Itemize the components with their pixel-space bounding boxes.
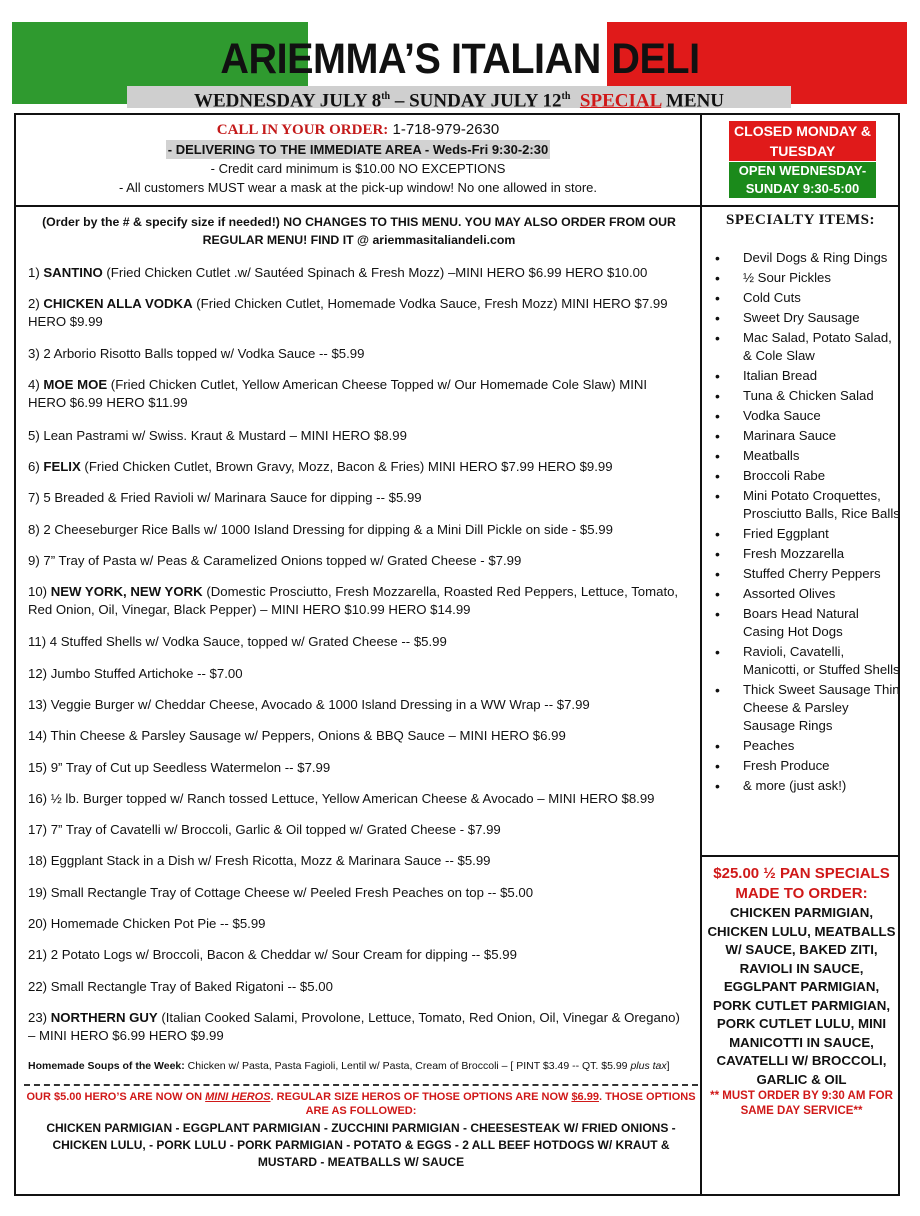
special-word: SPECIAL <box>579 90 662 112</box>
specialty-item: • Fried Eggplant <box>715 525 900 543</box>
specialty-item: • Marinara Sauce <box>715 427 900 445</box>
menu-item: 20) Homemade Chicken Pot Pie -- $5.99 <box>28 916 266 931</box>
menu-item: 19) Small Rectangle Tray of Cottage Cheese w/ Peeled Fresh Peaches on top -- $5.00 <box>28 885 534 900</box>
mask-note: - All customers MUST wear a mask at the pick-up window! No one allowed in store. <box>118 180 598 195</box>
menu-item: 6) FELIX (Fried Chicken Cutlet, Brown Gravy, Mozz, Bacon & Fries) MINI HERO $7.99 HERO $9.99 <box>28 459 613 474</box>
menu-item: 7) 5 Breaded & Fried Ravioli w/ Marinara Sauce for dipping -- $5.99 <box>28 490 422 505</box>
specialty-item: • Meatballs <box>715 447 900 465</box>
menu-item: 1) SANTINO (Fried Chicken Cutlet .w/ Sautéed Spinach & Fresh Mozz) –MINI HERO $6.99 HERO $10.00 <box>28 265 648 280</box>
specialty-item: • Boars Head Natural Casing Hot Dogs <box>715 605 900 641</box>
menu-item: 5) Lean Pastrami w/ Swiss. Kraut & Mustard – MINI HERO $8.99 <box>28 428 407 443</box>
specialty-item: • Mac Salad, Potato Salad, & Cole Slaw <box>715 329 900 365</box>
menu-item: 4) MOE MOE (Fried Chicken Cutlet, Yellow American Cheese Topped w/ Our Homemade Cole Slaw) MINI HERO $6.99 HERO $11.99 <box>28 377 648 410</box>
open-hours-badge: OPEN WEDNESDAY-SUNDAY 9:30-5:00 <box>729 162 876 198</box>
closed-days-badge: CLOSED MONDAY & TUESDAY <box>729 121 876 161</box>
menu-item: 8) 2 Cheeseburger Rice Balls w/ 1000 Island Dressing for dipping & a Mini Dill Pickle on side - $5.99 <box>28 522 613 537</box>
menu-item: 11) 4 Stuffed Shells w/ Vodka Sauce, topped w/ Grated Cheese -- $5.99 <box>28 634 447 649</box>
menu-item: 23) NORTHERN GUY (Italian Cooked Salami, Provolone, Lettuce, Tomato, Red Onion, Oil, Vinegar & Oregano) – MINI HERO $6.99 HERO $9.99 <box>28 1010 680 1043</box>
specialty-item: • Italian Bread <box>715 367 900 385</box>
specialty-item: • & more (just ask!) <box>715 777 900 795</box>
specialty-item: • Assorted Olives <box>715 585 900 603</box>
menu-item: 9) 7” Tray of Pasta w/ Peas & Caramelized Onions topped w/ Grated Cheese - $7.99 <box>28 553 522 568</box>
menu-item: 13) Veggie Burger w/ Cheddar Cheese, Avocado & 1000 Island Dressing in a WW Wrap -- $7.99 <box>28 697 590 712</box>
specialty-heading: SPECIALTY ITEMS: <box>725 212 875 228</box>
soups-of-week: Homemade Soups of the Week: Chicken w/ Pasta, Pasta Fagioli, Lentil w/ Pasta, Cream of Broccoli – [ PINT $3.49 -- QT. $5.99 plus tax] <box>28 1060 670 1072</box>
delivery-note: - DELIVERING TO THE IMMEDIATE AREA - Weds-Fri 9:30-2:30 <box>167 142 549 157</box>
menu-item: 2) CHICKEN ALLA VODKA (Fried Chicken Cutlet, Homemade Vodka Sauce, Fresh Mozz) MINI HERO $7.99 HERO $9.99 <box>28 296 668 329</box>
menu-item: 21) 2 Potato Logs w/ Broccoli, Bacon & Cheddar w/ Sour Cream for dipping -- $5.99 <box>28 947 517 962</box>
page-title: ARIEMMA’S ITALIAN DELI <box>220 35 700 83</box>
specialty-item: • Sweet Dry Sausage <box>715 309 900 327</box>
call-label: CALL IN YOUR ORDER: <box>216 122 389 138</box>
specialty-item: • Ravioli, Cavatelli, Manicotti, or Stuffed Shells <box>715 643 900 679</box>
menu-intro: (Order by the # & specify size if needed!) NO CHANGES TO THIS MENU. YOU MAY ALSO ORDER FROM OUR REGULAR MENU! FIND IT @ ariemmasitaliandeli.com <box>42 215 676 247</box>
specialty-item: • Fresh Mozzarella <box>715 545 900 563</box>
pan-specials-title: $25.00 ½ PAN SPECIALS MADE TO ORDER: <box>713 865 890 902</box>
heros-note: OUR $5.00 HERO’S ARE NOW ON MINI HEROS. REGULAR SIZE HEROS OF THOSE OPTIONS ARE NOW $6.99. THOSE OPTIONS ARE AS FOLLOWED: <box>26 1091 696 1117</box>
specialty-item: • Thick Sweet Sausage Thin Cheese & Parsley Sausage Rings <box>715 681 900 735</box>
column-divider <box>700 113 702 1196</box>
specialty-item: • Mini Potato Croquettes, Prosciutto Balls, Rice Balls <box>715 487 900 523</box>
credit-card-note: - Credit card minimum is $10.00 NO EXCEPTIONS <box>210 161 506 176</box>
pan-specials-items: CHICKEN PARMIGIAN, CHICKEN LULU, MEATBALLS W/ SAUCE, BAKED ZITI, RAVIOLI IN SAUCE, EGGLPANT PARMIGIAN, PORK CUTLET PARMIGIAN, PORK CUTLET LULU, MINI MANICOTTI IN SAUCE, CAVATELLI W/ BROCCOLI, GARLIC & OIL <box>707 905 896 1087</box>
menu-item: 17) 7” Tray of Cavatelli w/ Broccoli, Garlic & Oil topped w/ Grated Cheese - $7.99 <box>28 822 501 837</box>
row-divider <box>701 855 900 857</box>
specialty-list <box>715 249 900 797</box>
menu-dates-banner: WEDNESDAY JULY 8th – SUNDAY JULY 12th SPECIAL MENU <box>127 86 791 108</box>
call-in-block <box>16 120 700 197</box>
menu-item: 22) Small Rectangle Tray of Baked Rigatoni -- $5.00 <box>28 979 333 994</box>
specialty-item: • Vodka Sauce <box>715 407 900 425</box>
phone-number[interactable]: 1-718-979-2630 <box>388 121 500 138</box>
menu-item: 15) 9” Tray of Cut up Seedless Watermelon -- $7.99 <box>28 760 331 775</box>
specialty-item: • Cold Cuts <box>715 289 900 307</box>
pan-specials-note: ** MUST ORDER BY 9:30 AM FOR SAME DAY SERVICE** <box>710 1090 893 1117</box>
specialty-item: • Tuna & Chicken Salad <box>715 387 900 405</box>
pan-specials <box>703 864 900 1119</box>
specialty-item: • Stuffed Cherry Peppers <box>715 565 900 583</box>
menu-item: 18) Eggplant Stack in a Dish w/ Fresh Ricotta, Mozz & Marinara Sauce -- $5.99 <box>28 853 491 868</box>
specialty-item: • Devil Dogs & Ring Dings <box>715 249 900 267</box>
row-divider <box>14 205 701 207</box>
specialty-item: • Fresh Produce <box>715 757 900 775</box>
specialty-item: • ½ Sour Pickles <box>715 269 900 287</box>
menu-item: 3) 2 Arborio Risotto Balls topped w/ Vodka Sauce -- $5.99 <box>28 346 365 361</box>
menu-item: 14) Thin Cheese & Parsley Sausage w/ Peppers, Onions & BBQ Sauce – MINI HERO $6.99 <box>28 728 566 743</box>
menu-item: 12) Jumbo Stuffed Artichoke -- $7.00 <box>28 666 243 681</box>
specialty-item: • Peaches <box>715 737 900 755</box>
specialty-item: • Broccoli Rabe <box>715 467 900 485</box>
menu-item: 10) NEW YORK, NEW YORK (Domestic Prosciutto, Fresh Mozzarella, Roasted Red Peppers, Lettuce, Tomato, Red Onion, Oil, Vinegar, Black Pepper) – MINI HERO $10.99 HERO $14.99 <box>28 584 679 617</box>
dashed-divider <box>24 1084 698 1086</box>
menu-item: 16) ½ lb. Burger topped w/ Ranch tossed Lettuce, Yellow American Cheese & Avocado – MINI HERO $8.99 <box>28 791 655 806</box>
heros-options-list: CHICKEN PARMIGIAN - EGGPLANT PARMIGIAN - ZUCCHINI PARMIGIAN - CHEESESTEAK W/ FRIED ONIONS - CHICKEN LULU, - PORK LULU - PORK PARMIGIAN - POTATO & EGGS - 2 ALL BEEF HOTDOGS W/ KRAUT & MUSTARD - MEATBALLS W/ SAUCE <box>46 1121 676 1169</box>
row-divider <box>701 205 900 207</box>
